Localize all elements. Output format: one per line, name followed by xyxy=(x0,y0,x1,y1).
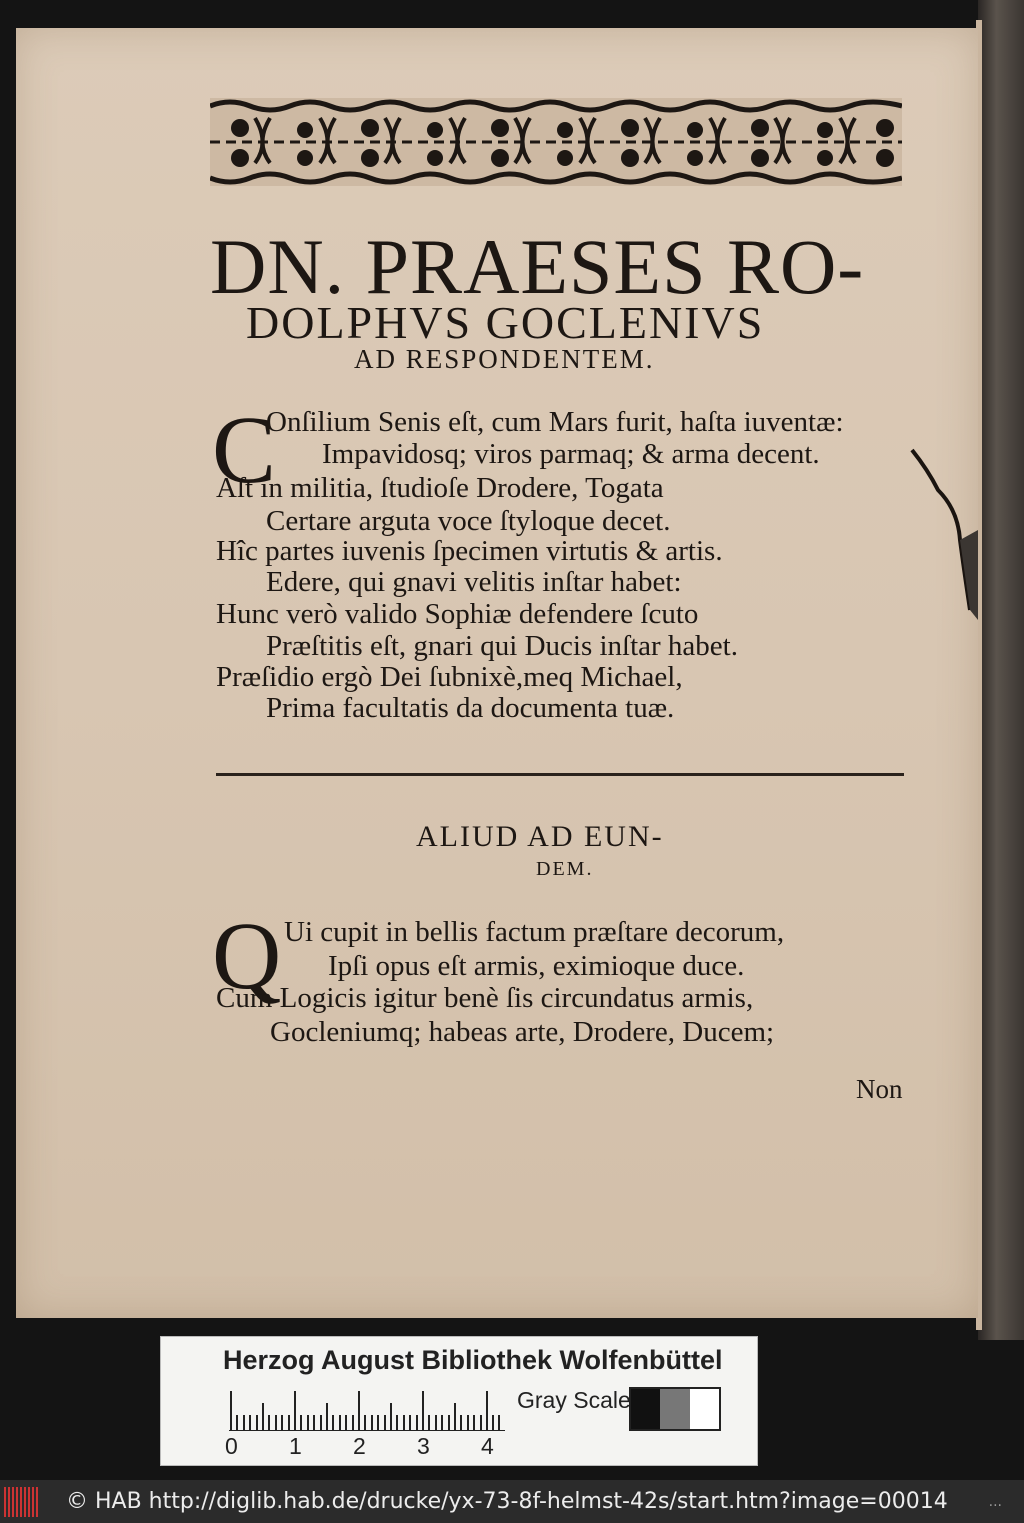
background-right-margin xyxy=(978,0,1024,1340)
poem1-line: Hunc verò valido Sophiæ defendere ſcuto xyxy=(216,598,699,630)
poem1-line: Prima facultatis da documenta tuæ. xyxy=(266,692,675,724)
ruler-number: 4 xyxy=(481,1433,494,1459)
ruler-number: 3 xyxy=(417,1433,430,1459)
reference-card xyxy=(160,1336,758,1466)
gray-scale-label: Gray Scale xyxy=(517,1387,631,1413)
catchword: Non xyxy=(856,1074,903,1104)
horizontal-rule xyxy=(216,773,904,776)
poem2-line: Ipſi opus eſt armis, eximioque duce. xyxy=(328,950,745,982)
page-title-line-2: DOLPHVS GOCLENIVS xyxy=(246,297,765,348)
footer-permalink[interactable]: © HAB http://diglib.hab.de/drucke/yx-73-8f-helmst-42s/start.htm?image=00014 xyxy=(66,1489,948,1514)
barcode-logo-icon xyxy=(4,1487,48,1517)
poem2-dropcap: Q xyxy=(212,902,282,1009)
poem1-dropcap: C xyxy=(212,396,277,503)
poem1-line: Edere, qui gnavi velitis inſtar habet: xyxy=(266,566,682,598)
poem2-line: Cum Logicis igitur benè ſis circundatus armis, xyxy=(216,982,754,1014)
poem1-line: Præſidio ergò Dei ſubnixè,meq Michael, xyxy=(216,661,683,693)
page-title-line-1: DN. PRAESES RO- xyxy=(210,223,865,310)
ruler-number: 0 xyxy=(225,1433,238,1459)
gray-scale-swatch xyxy=(629,1387,721,1431)
ruler-scale xyxy=(229,1389,505,1431)
footer-bar xyxy=(0,1480,1024,1523)
page-tear xyxy=(908,440,978,620)
gray-swatch-mid xyxy=(660,1389,689,1429)
more-options-icon[interactable]: ... xyxy=(988,1493,1002,1510)
poem1-line: Certare arguta voce ſtyloque decet. xyxy=(266,505,671,537)
section-heading: ALIUD AD EUN- xyxy=(416,820,664,853)
poem1-line: Hîc partes iuvenis ſpecimen virtutis & artis. xyxy=(216,535,723,567)
ruler-number: 2 xyxy=(353,1433,366,1459)
section-heading-continued: DEM. xyxy=(536,858,594,880)
gray-swatch-white xyxy=(690,1389,719,1429)
poem1-line: Aſt in militia, ſtudioſe Drodere, Togata xyxy=(216,472,664,504)
decorative-headband xyxy=(210,98,902,186)
poem1-line: Onſilium Senis eſt, cum Mars furit, haſta iuventæ: xyxy=(266,406,844,438)
page-title-line-3: AD RESPONDENTEM. xyxy=(354,344,655,374)
poem2-line: Ui cupit in bellis factum præſtare decorum, xyxy=(284,916,785,948)
poem2-line: Gocleniumq; habeas arte, Drodere, Ducem; xyxy=(270,1016,775,1048)
gray-swatch-black xyxy=(631,1389,660,1429)
ruler-number: 1 xyxy=(289,1433,302,1459)
poem1-line: Impavidosq; viros parmaq; & arma decent. xyxy=(322,438,820,470)
poem1-line: Præſtitis eſt, gnari qui Ducis inſtar habet. xyxy=(266,630,738,662)
card-title: Herzog August Bibliothek Wolfenbüttel xyxy=(223,1345,723,1375)
